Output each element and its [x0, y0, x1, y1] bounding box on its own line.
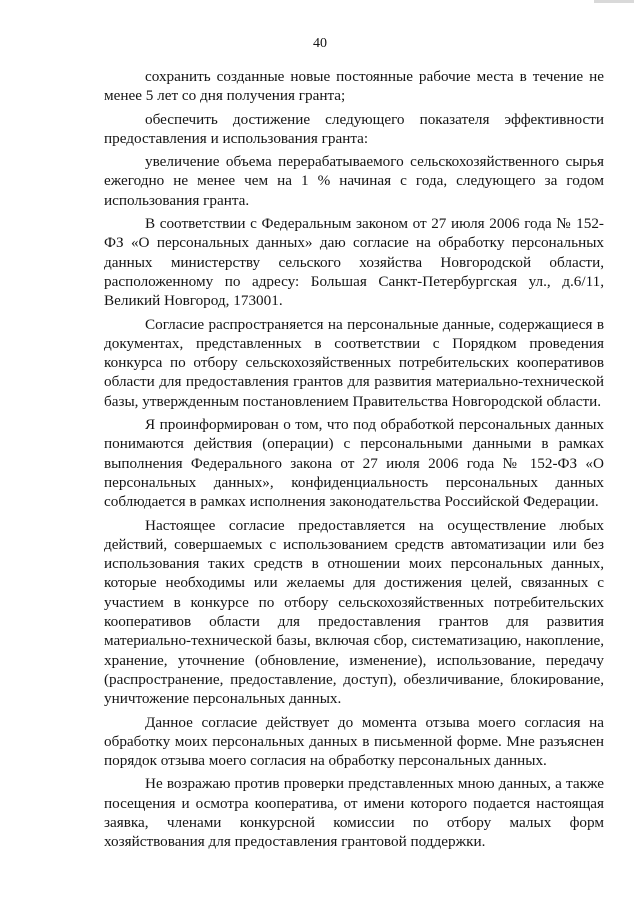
paragraph-consent-scope: Согласие распространяется на персональные данные, содержащиеся в документах, представленных в соответствии с Порядком проведения конкурса по отбору сельскохозяйственных потребительских кооперативов области для предоставления грантов для развития материально-технической базы, утвержденным постановлением Правительства Новгородской области.	[104, 315, 604, 410]
scan-corner-mark	[594, 0, 634, 3]
paragraph-jobs-retention: сохранить созданные новые постоянные рабочие места в течение не менее 5 лет со дня получения гранта;	[104, 68, 604, 105]
page-number: 40	[313, 36, 327, 51]
paragraph-consent-validity: Данное согласие действует до момента отзыва моего согласия на обработку моих персональных данных в письменной форме. Мне разъяснен порядок отзыва моего согласия на обработку персональных данных.	[104, 713, 604, 770]
document-body	[104, 67, 604, 856]
paragraph-performance-indicator: обеспечить достижение следующего показателя эффективности предоставления и использования гранта:	[104, 110, 604, 147]
paragraph-permitted-actions: Настоящее согласие предоставляется на осуществление любых действий, совершаемых с использованием средств автоматизации или без использования таких средств в отношении моих персональных данных, которые необходимы или желаемы для достижения целей, связанных с участием в конкурсе по отбору сельскохозяйственных потребительских кооперативов области для предоставления грантов для развития материально-технической базы, включая сбор, систематизацию, накопление, хранение, уточнение (обновление, изменение), использование, передачу (распространение, предоставление, доступ), обезличивание, блокирование, уничтожение персональных данных.	[104, 516, 604, 708]
paragraph-processing-definition: Я проинформирован о том, что под обработкой персональных данных понимаются действия (операции) с персональными данными в рамках выполнения Федерального закона от 27 июля 2006 года № 152-ФЗ «О персональных данных», конфиденциальность персональных данных соблюдается в рамках исполнения законодательства Российской Федерации.	[104, 416, 604, 511]
paragraph-inspection-consent: Не возражаю против проверки представленных мною данных, а также посещения и осмотра кооператива, от имени которого подается настоящая заявка, членами конкурсной комиссии по отбору малых форм хозяйствования для предоставления грантовой поддержки.	[104, 775, 604, 851]
paragraph-consent-statement: В соответствии с Федеральным законом от 27 июля 2006 года № 152-ФЗ «О персональных данных» даю согласие на обработку персональных данных министерству сельского хозяйства Новгородской области, расположенному по адресу: Большая Санкт-Петербургская ул., д.6/11, Великий Новгород, 173001.	[104, 215, 604, 310]
paragraph-processing-increase: увеличение объема перерабатываемого сельскохозяйственного сырья ежегодно не менее чем на 1 % начиная с года, следующего за годом использования гранта.	[104, 153, 604, 209]
